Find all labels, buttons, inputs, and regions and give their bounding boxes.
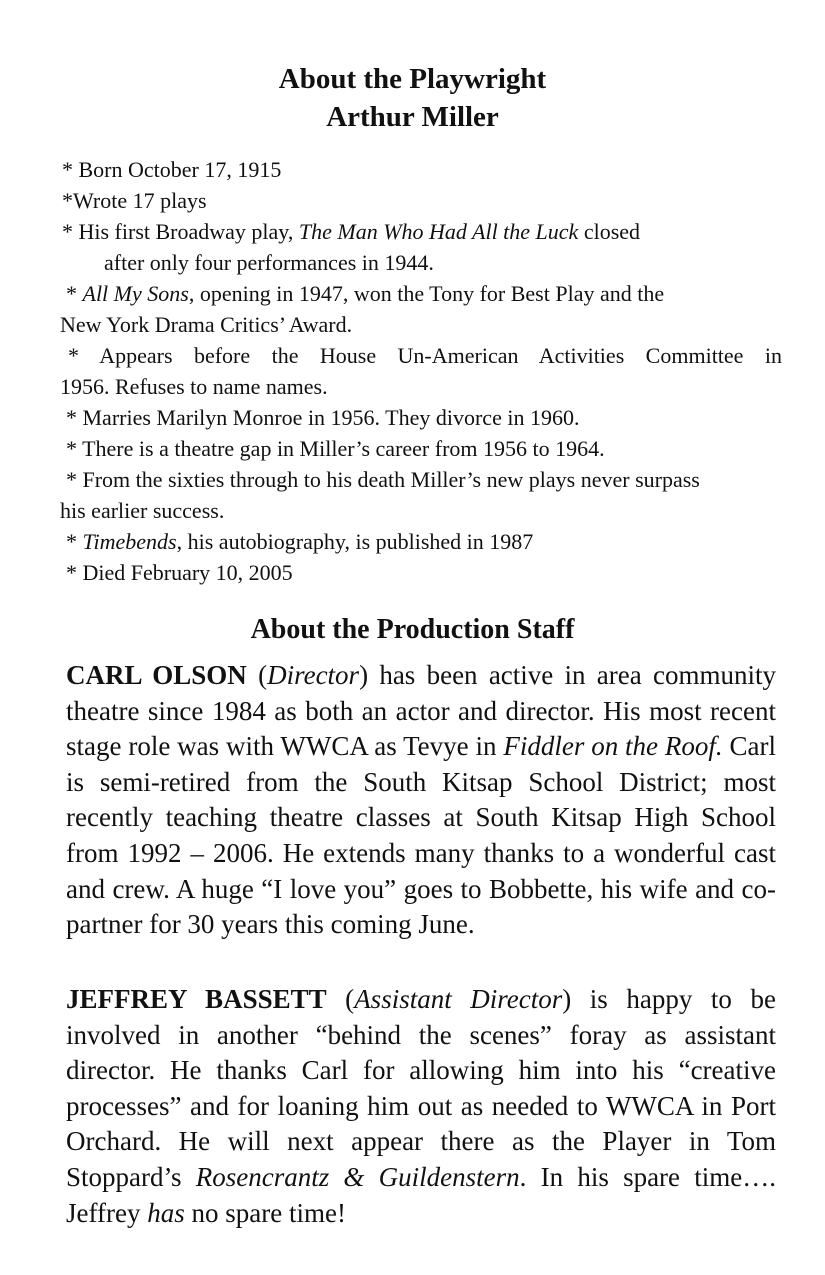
fact-line: * Died February 10, 2005 <box>66 560 293 585</box>
fact-line: * Appears before the House Un-American Activities Committee in <box>68 343 782 368</box>
fact-line: * There is a theatre gap in Miller’s career from 1956 to 1964. <box>66 436 605 461</box>
play-title: Fiddler on the Roof. <box>503 731 723 762</box>
production-staff-heading: About the Production Staff <box>250 614 575 645</box>
fact-line: * Born October 17, 1915 <box>62 157 282 182</box>
fact-line: * Marries Marilyn Monroe in 1956. They divorce in 1960. <box>66 405 580 430</box>
staff-name: JEFFREY BASSETT <box>66 984 327 1014</box>
fact-line: after only four performances in 1944. <box>104 250 434 275</box>
fact-line: * His first Broadway play, The Man Who Had All the Luck closed <box>62 219 641 244</box>
fact-line: his earlier success. <box>60 498 225 523</box>
playwright-facts-list <box>62 154 782 588</box>
emphasis-has: has <box>147 1197 185 1228</box>
fact-line: 1956. Refuses to name names. <box>60 374 328 399</box>
staff-role: Assistant Director <box>354 984 563 1014</box>
staff-name: CARL OLSON <box>66 660 247 690</box>
playwright-name: Arthur Miller <box>326 101 499 133</box>
bio-jeffrey-bassett: JEFFREY BASSETT (Assistant Director) is happy to be involved in another “behind the scenes” foray as assistant director. He thanks Carl for allowing him into his “creative processes” and for loaning him out as needed to WWCA in Port Orchard. He will next appear there as the Player in Tom Stoppard’s Rosencrantz & Guildenstern. In his spare time…. Jeffrey has no spare time! <box>66 984 776 1228</box>
staff-role: Director <box>267 660 360 690</box>
fact-line: * From the sixties through to his death Miller’s new plays never surpass <box>66 467 700 492</box>
fact-line: *Wrote 17 plays <box>62 188 207 213</box>
play-title: Rosencrantz & Guildenstern <box>195 1161 520 1192</box>
fact-line: New York Drama Critics’ Award. <box>60 312 353 337</box>
bio-carl-olson: CARL OLSON (Director) has been active in area community theatre since 1984 as both an actor and director. His most recent stage role was with WWCA as Tevye in Fiddler on the Roof. Carl is semi-retired from the South Kitsap School District; most recently teaching theatre classes at South Kitsap High School from 1992 – 2006. He extends many thanks to a wonderful cast and crew. A huge “I love you” goes to Bobbette, his wife and co-partner for 30 years this coming June. <box>66 660 776 940</box>
playwright-heading: About the Playwright <box>278 63 547 95</box>
fact-line: * All My Sons, opening in 1947, won the Tony for Best Play and the <box>66 281 665 306</box>
fact-line: * Timebends, his autobiography, is published in 1987 <box>66 529 534 554</box>
